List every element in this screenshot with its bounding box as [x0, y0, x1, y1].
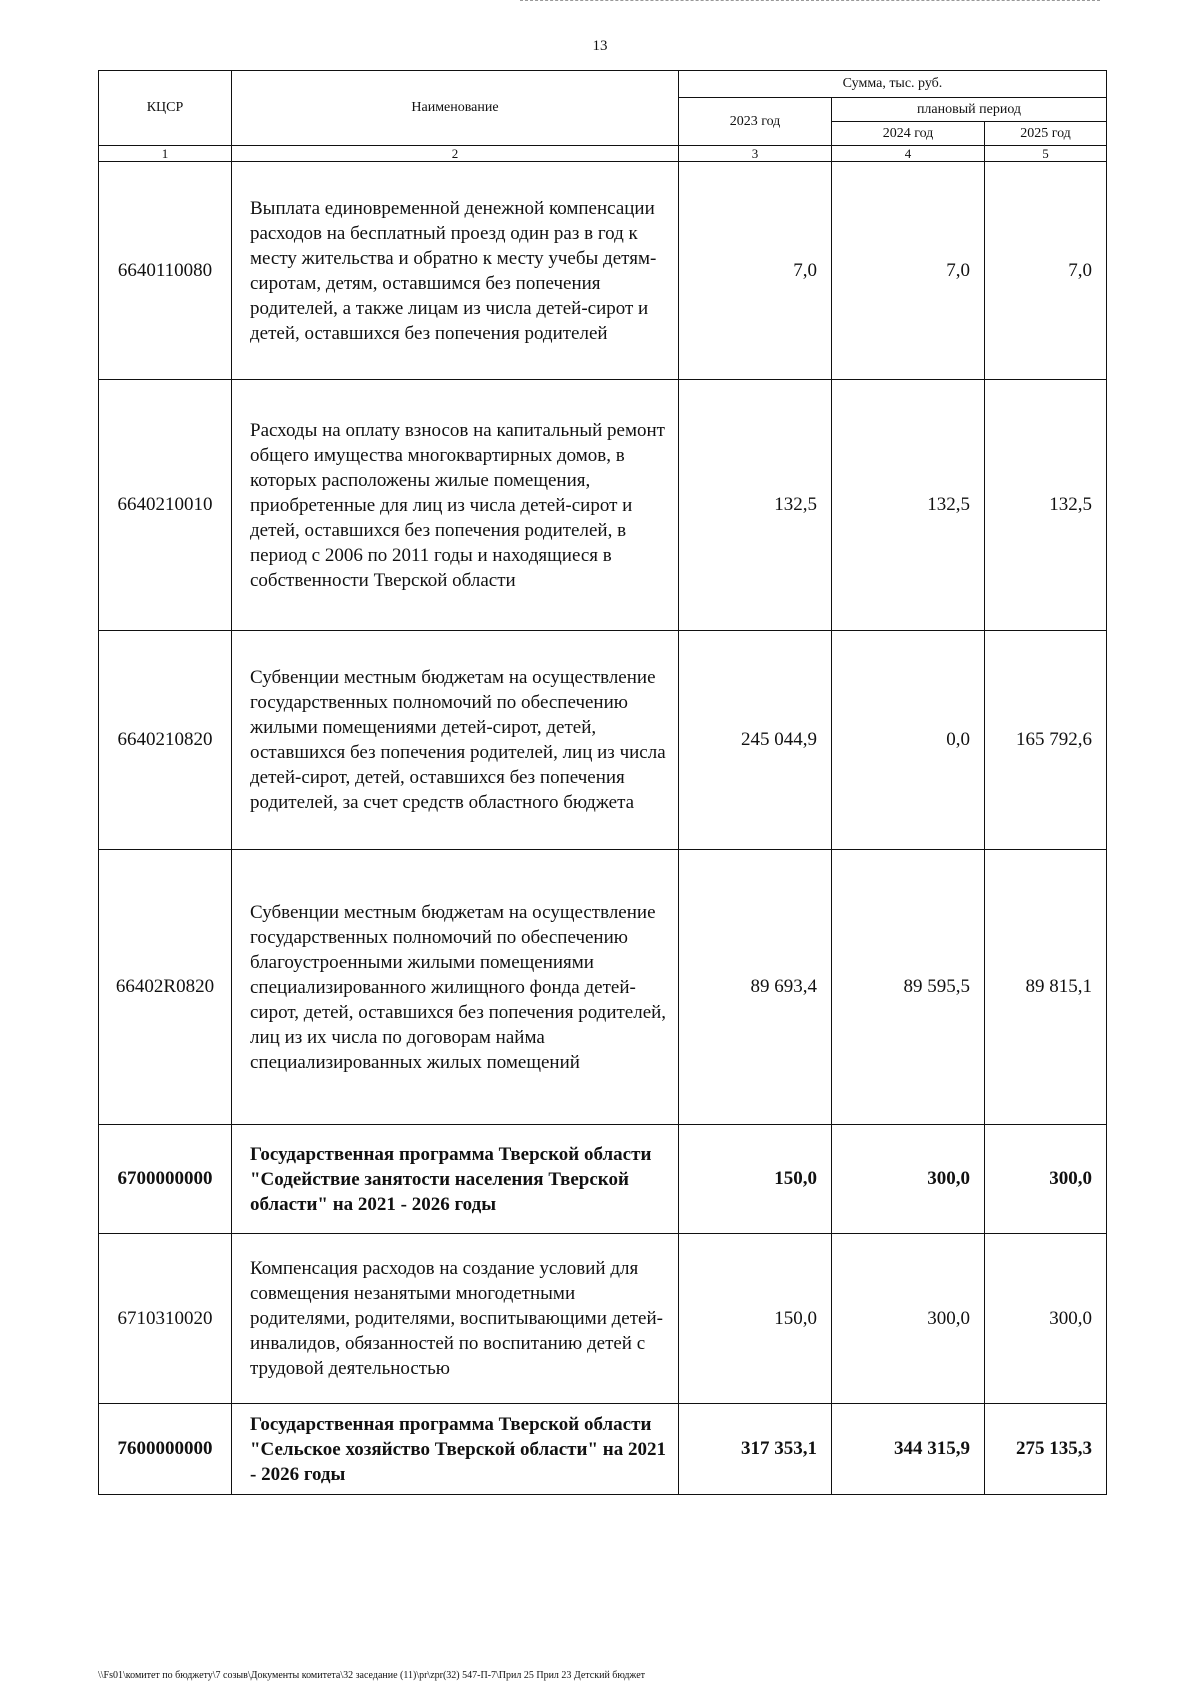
row-name: Государственная программа Тверской области "Сельское хозяйство Тверской области" на 2021 - 2026 годы — [232, 1404, 679, 1495]
column-number: 1 — [99, 146, 232, 162]
table-row-program — [99, 1404, 1107, 1495]
header-name: Наименование — [232, 71, 679, 146]
header-2025: 2025 год — [985, 122, 1107, 146]
header-2023: 2023 год — [679, 98, 832, 146]
header-plan-period: плановый период — [832, 98, 1107, 122]
row-name: Государственная программа Тверской области "Содействие занятости населения Тверской области" на 2021 - 2026 годы — [232, 1125, 679, 1234]
table-row — [99, 631, 1107, 850]
row-value-2025: 300,0 — [985, 1125, 1107, 1234]
row-value-2025: 89 815,1 — [985, 850, 1107, 1125]
row-code: 7600000000 — [99, 1404, 232, 1495]
row-name: Компенсация расходов на создание условий для совмещения незанятыми многодетными родителями, родителями, воспитывающими детей-инвалидов, обязанностей по воспитанию детей с трудовой деятельностью — [232, 1234, 679, 1404]
header-sum: Сумма, тыс. руб. — [679, 71, 1107, 98]
table-row-program — [99, 1125, 1107, 1234]
column-number: 4 — [832, 146, 985, 162]
column-number: 5 — [985, 146, 1107, 162]
row-value-2024: 0,0 — [832, 631, 985, 850]
row-value-2024: 7,0 — [832, 162, 985, 380]
footer-file-path: \\Fs01\комитет по бюджету\7 созыв\Документы комитета\32 заседание (11)\pr\zpr(32) 547-П-7\Прил 25 Прил 23 Детский бюджет — [98, 1670, 646, 1681]
row-value-2025: 132,5 — [985, 380, 1107, 631]
column-number: 3 — [679, 146, 832, 162]
row-value-2025: 300,0 — [985, 1234, 1107, 1404]
row-value-2024: 132,5 — [832, 380, 985, 631]
row-value-2023: 245 044,9 — [679, 631, 832, 850]
row-name: Субвенции местным бюджетам на осуществление государственных полномочий по обеспечению благоустроенными жилыми помещениями специализированного жилищного фонда детей-сирот, детей, оставшихся без попечения родителей, лиц из их числа по договорам найма специализированных жилых помещений — [232, 850, 679, 1125]
page-number: 13 — [592, 38, 608, 54]
row-name: Субвенции местным бюджетам на осуществление государственных полномочий по обеспечению жилыми помещениями детей-сирот, детей, оставшихся без попечения родителей, лиц из числа детей-сирот, детей, оставшихся без попечения родителей, за счет средств областного бюджета — [232, 631, 679, 850]
row-value-2024: 344 315,9 — [832, 1404, 985, 1495]
row-name: Выплата единовременной денежной компенсации расходов на бесплатный проезд один раз в год к месту жительства и обратно к месту учебы детям-сиротам, детям, оставшимся без попечения родителей, а также лицам из числа детей-сирот и детей, оставшихся без попечения родителей — [232, 162, 679, 380]
column-number: 2 — [232, 146, 679, 162]
row-value-2025: 165 792,6 — [985, 631, 1107, 850]
row-value-2024: 89 595,5 — [832, 850, 985, 1125]
top-edge-rule — [520, 0, 1100, 3]
row-code: 6640110080 — [99, 162, 232, 380]
table-row — [99, 850, 1107, 1125]
row-code: 66402R0820 — [99, 850, 232, 1125]
row-value-2023: 317 353,1 — [679, 1404, 832, 1495]
row-value-2023: 132,5 — [679, 380, 832, 631]
row-value-2023: 150,0 — [679, 1234, 832, 1404]
row-value-2023: 150,0 — [679, 1125, 832, 1234]
row-code: 6640210010 — [99, 380, 232, 631]
row-value-2025: 7,0 — [985, 162, 1107, 380]
row-value-2023: 89 693,4 — [679, 850, 832, 1125]
row-code: 6640210820 — [99, 631, 232, 850]
row-value-2024: 300,0 — [832, 1234, 985, 1404]
row-value-2023: 7,0 — [679, 162, 832, 380]
header-2024: 2024 год — [832, 122, 985, 146]
column-number-row — [99, 146, 1107, 162]
header-code: КЦСР — [99, 71, 232, 146]
table-row — [99, 380, 1107, 631]
budget-table — [98, 70, 1107, 1495]
row-name: Расходы на оплату взносов на капитальный ремонт общего имущества многоквартирных домов, в которых расположены жилые помещения, приобретенные для лиц из числа детей-сирот и детей, оставшихся без попечения родителей, в период с 2006 по 2011 годы и находящиеся в собственности Тверской области — [232, 380, 679, 631]
row-value-2024: 300,0 — [832, 1125, 985, 1234]
table-row — [99, 1234, 1107, 1404]
row-value-2025: 275 135,3 — [985, 1404, 1107, 1495]
table-row — [99, 162, 1107, 380]
row-code: 6700000000 — [99, 1125, 232, 1234]
row-code: 6710310020 — [99, 1234, 232, 1404]
